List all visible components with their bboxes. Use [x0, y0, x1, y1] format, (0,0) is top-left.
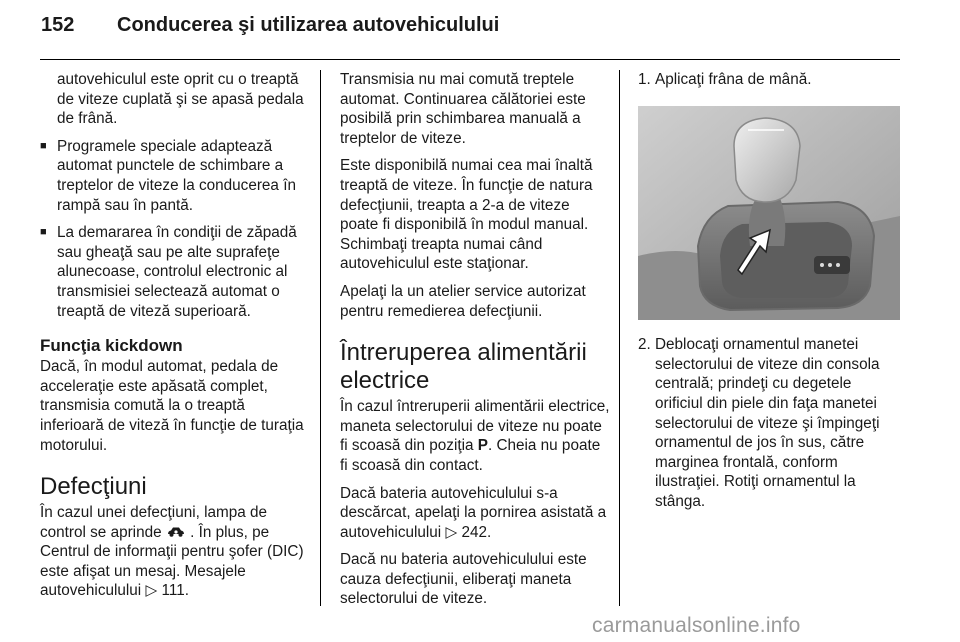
- step-item: [638, 70, 900, 90]
- column-divider-2: [619, 70, 620, 606]
- kickdown-text: Dacă, în modul automat, pedala de acceleraţie este apăsată complet, transmisia comută la o treaptă inferioară de viteză în funcţie de turaţia motorului.: [40, 358, 304, 454]
- gear-selector-illustration: [638, 106, 900, 320]
- page-number: 152: [41, 14, 75, 36]
- faults-text-part: În cazul unei defecţiuni, lampa de control se aprinde: [40, 504, 268, 541]
- step-number: 1.: [638, 71, 651, 88]
- bullet-text: Programele speciale adaptează automat punctele de schimbare a treptelor de viteze la conducerea în rampă sau în pantă.: [57, 137, 296, 214]
- paragraph: Apelaţi la un atelier service autorizat pentru remedierea defecţiunii.: [340, 282, 586, 320]
- bullet-text: La demararea în condiţii de zăpadă sau gheaţă sau pe alte suprafeţe alunecoase, controlul electronic al transmisiei selectează automat o treaptă de viteză superioară.: [57, 224, 297, 320]
- column-1: [40, 70, 312, 609]
- watermark: carmanualsonline.info: [592, 614, 801, 637]
- paragraph: Transmisia nu mai comută treptele automat. Continuarea călătoriei este posibilă prin schimbarea manuală a treptelor de viteze.: [340, 71, 586, 147]
- step-text: Aplicaţi frâna de mână.: [655, 71, 812, 88]
- square-bullet-icon: ■: [40, 139, 47, 152]
- paragraph: [340, 397, 610, 475]
- column-3: [638, 70, 900, 520]
- page-reference-arrow-icon: ▷: [445, 523, 458, 541]
- power-interruption-heading: Întreruperea alimentării electrice: [340, 339, 587, 395]
- page-header-title: Conducerea şi utilizarea autovehiculului: [117, 14, 500, 36]
- faults-heading: Defecţiuni: [40, 473, 147, 501]
- page-reference[interactable]: 242.: [461, 523, 492, 541]
- square-bullet-icon: ■: [40, 226, 47, 239]
- bullet-item: [40, 223, 312, 321]
- kickdown-heading: Funcţia kickdown: [40, 336, 183, 356]
- paragraph-part: În cazul întreruperii alimentării electrice, maneta selectorului de viteze nu poate fi scoasă din poziţia: [340, 398, 610, 455]
- bullet-item: [40, 137, 312, 215]
- step-item: [638, 335, 900, 511]
- header-divider: [40, 59, 900, 60]
- paragraph: [340, 484, 610, 543]
- step-text: Deblocaţi ornamentul manetei selectorului de viteze din consola centrală; prindeţi cu degetele orificiul din piele din faţa manetei selectorului de viteze şi împingeţi ornamentul de jos în sus, către marginea frontală, conform ilustraţiei. Rotiţi ornamentul la stânga.: [655, 336, 880, 510]
- page-reference[interactable]: 111.: [161, 582, 189, 600]
- column-2: [340, 70, 610, 617]
- column-divider-1: [320, 70, 321, 606]
- paragraph-part: Dacă bateria autovehiculului s-a descărcat, apelaţi la pornirea asistată a autovehiculului: [340, 484, 607, 541]
- paragraph: Este disponibilă numai cea mai înaltă treaptă de viteze. În funcţie de natura defecţiunii, treapta a 2-a de viteze poate fi disponibilă în modul manual. Schimbaţi treapta numai când autovehiculul este staţionar.: [340, 157, 593, 273]
- transmission-fault-car-icon: [166, 526, 186, 538]
- paragraph: Dacă nu bateria autovehiculului este cauza defecţiunii, eliberaţi maneta selectorului de viteze.: [340, 551, 587, 608]
- paragraph-part: . Cheia nu poate fi scoasă din contact.: [340, 437, 601, 474]
- page-reference-arrow-icon: ▷: [145, 582, 158, 600]
- gear-position-label: P: [477, 437, 488, 455]
- continued-bullet-text: autovehiculul este oprit cu o treaptă de viteze cuplată şi se apasă pedala de frână.: [57, 71, 304, 128]
- faults-text: [40, 503, 312, 601]
- step-number: 2.: [638, 336, 651, 354]
- faults-text-part: . În plus, pe Centrul de informaţii pentru şofer (DIC) este afişat un mesaj. Mesajele autovehiculului: [40, 523, 304, 600]
